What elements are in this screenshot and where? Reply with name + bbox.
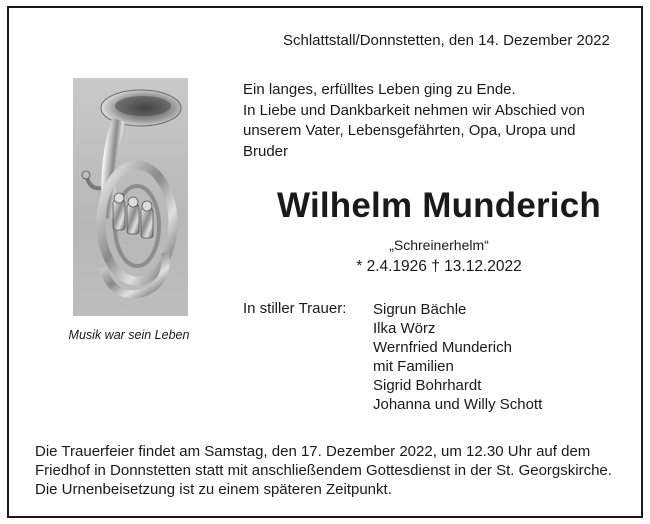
obituary-card (7, 6, 643, 518)
intro-line: unserem Vater, Lebensgefährten, Opa, Uropa und (243, 122, 576, 139)
mourners-list (373, 300, 542, 414)
place-date: Schlattstall/Donnstetten, den 14. Dezember 2022 (283, 32, 610, 49)
photo-caption: Musik war sein Leben (68, 328, 190, 342)
intro-line: Bruder (243, 142, 289, 160)
mourner-name: Sigrid Bohrhardt (373, 377, 482, 394)
funeral-notice (35, 442, 635, 499)
life-dates: * 2.4.1926 † 13.12.2022 (356, 258, 522, 275)
funeral-line: Friedhof in Donnstetten statt mit anschließendem Gottesdienst in der St. Georgskirche. (35, 462, 612, 479)
intro-line: Ein langes, erfülltes Leben ging zu Ende. (243, 81, 516, 98)
intro-text (243, 80, 623, 162)
mourner-name: Johanna und Willy Schott (373, 396, 543, 413)
intro-line: In Liebe und Dankbarkeit nehmen wir Abschied von (243, 101, 585, 119)
deceased-nickname: „Schreinerhelm“ (389, 237, 489, 253)
funeral-line: Die Trauerfeier findet am Samstag, den 17. Dezember 2022, um 12.30 Uhr auf dem (35, 443, 591, 460)
tenor-horn-photo (73, 78, 188, 316)
mourner-name: Ilka Wörz (373, 320, 436, 337)
mourner-name: Wernfried Munderich (373, 339, 512, 356)
mourner-name: Sigrun Bächle (373, 301, 467, 318)
funeral-line: Die Urnenbeisetzung ist zu einem späteren Zeitpunkt. (35, 481, 392, 498)
mourners-label: In stiller Trauer: (243, 300, 347, 317)
mourner-name: mit Familien (373, 358, 454, 375)
deceased-name: Wilhelm Munderich (277, 186, 601, 225)
